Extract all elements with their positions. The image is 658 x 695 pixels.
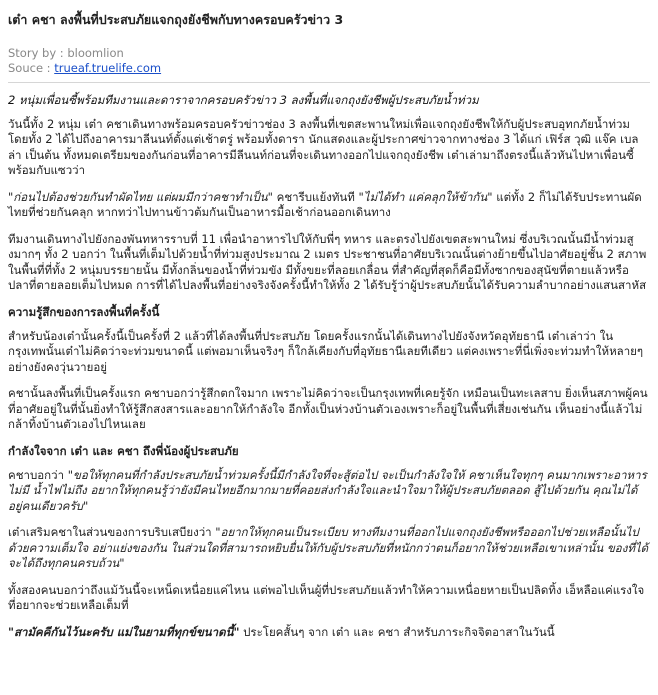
paragraph-6-intro: คชาบอกว่า <box>8 467 68 482</box>
source-line <box>8 61 650 76</box>
paragraph-2 <box>8 190 650 221</box>
article-title: เต๋า คชา ลงพื้นที่ประสบภัยแจกถุงยังชีพกับทางครอบครัวข่าว 3 <box>8 12 344 27</box>
paragraph-2-end: แต่ทั้ง 2 ก็ไม่ได้รับประทานผัดไทยที่ช่วยกันคลุก หากทว่าไปทานข้าวต้มกันเป็นอาหารมื้อเช้าก่อนออกเดินทาง <box>8 189 642 219</box>
divider <box>8 82 650 83</box>
quote-tao-support: "อยากให้ทุกคนเป็นระเบียบ ทางทีมงานที่ออกไปแจกถุงยังชีพหรือออกไปช่วยเหลือนั้นไปด้วยความเต็มใจ อย่าแย่งของกัน ในส่วนใดที่สามารถหยิบยื่นให้กับผู้ประสบภัยที่หนักกว่าตนก็อยากให้ช่วยเหลือเขาเหล่านั้น ของที่ได้จะได้ถึงทุกคนครบถ้วน" <box>8 525 649 570</box>
paragraph-7 <box>8 525 650 572</box>
paragraph-8: ทั้งสองคนบอกว่าถึงแม้วันนี้จะเหน็ดเหนื่อยแค่ไหน แต่พอไปเห็นผู้ที่ประสบภัยแล้วทำให้ความเหนื่อยหายเป็นปลิดทิ้ง เอ็หลือแค่แรงใจที่อยากจะช่วยเหลือเต็มที่ <box>8 582 645 612</box>
quote-unity: "สามัคคีกันไว้นะครับ แม่ในยามที่ทุกข์ขนาดนี้" <box>8 624 240 639</box>
story-by-label: Story by : <box>8 46 68 60</box>
quote-tao-padthai: "ก่อนไปต้องช่วยกันทำผัดไทย แต่ผมมีกว่าคชาทำเป็น" <box>8 189 273 204</box>
source-label: Souce : <box>8 61 55 75</box>
story-by-line <box>8 46 650 61</box>
heading-support: กำลังใจจาก เต๋า และ คชา ถึงพี่น้องผู้ประสบภัย <box>8 443 239 458</box>
paragraph-5: คชานั้นลงพื้นที่เป็นครั้งแรก คชาบอกว่ารู้สึกตกใจมาก เพราะไม่คิดว่าจะเป็นกรุงเทพที่เคยรู้จัก เหมือนเป็นทะเลสาบ ยิ่งเห็นสภาพผู้คนที่อาศัยอยู่ในที่นั้นยิ่งทำให้รู้สึกสงสารและอยากให้กำลังใจ อีกทั้งเป็นห่วงบ้านตัวเองเพราะก็อยู่ในพื้นที่เสี่ยงเช่นกัน เห็นอย่างนี้แล้วไม่กล้าทิ้งบ้านตัวเองไปไหนเลย <box>8 386 648 431</box>
source-link[interactable]: trueaf.truelife.com <box>54 61 162 75</box>
article-lead: 2 หนุ่มเพื่อนซี้พร้อมทีมงานและดาราจากครอบครัวข่าว 3 ลงพื้นที่แจกถุงยังชีพผู้ประสบภัยน้ำท่วม <box>8 93 479 107</box>
paragraph-6 <box>8 468 650 515</box>
quote-kacha-reply: "ไม่ได้ทำ แค่คลุกให้ข้ากัน" <box>358 189 493 204</box>
paragraph-9-end: ประโยคสั้นๆ จาก เต๋า และ คชา สำหรับภาระกิจจิตอาสาในวันนี้ <box>239 624 555 639</box>
story-by-author: bloomlion <box>67 46 124 60</box>
paragraph-2-mid: คชารีบแย้งทันที <box>272 189 359 204</box>
paragraph-9 <box>8 625 650 641</box>
heading-feelings: ความรู้สึกของการลงพื้นที่ครั้งนี้ <box>8 304 160 319</box>
paragraph-3: ทีมงานเดินทางไปยังกองพันทหารราบที่ 11 เพื่อนำอาหารไปให้กับพี่ๆ ทหาร และตรงไปยังเขตสะพานใหม่ ซึ่งบริเวณนั้นมีน้ำท่วมสูงมากๆ ทั้ง 2 บอกว่า ในพื้นที่เต็มไปด้วยน้ำที่ท่วมสูงประมาณ 2 เมตร ประชาชนที่อาศัยบริเวณนั้นต่างย้ายขึ้นไปอาศัยอยู่ชั้น 2 สภาพในพื้นที่ที่ทั้ง 2 หนุ่มบรรยายนั้น มีทั้งกลิ่นของน้ำที่ท่วมขัง มีทั้งขยะที่ลอยเกลื่อน ที่สำคัญที่สุดก็คือมีทั้งซากของสุนัขที่ตายแล้วหรือ ปลาที่ตายลอยเต็มไปหมด การที่ได้ไปลงพื้นที่อย่างจริงจังครั้งนี้ทำให้ทั้ง 2 ได้รับรู้ว่าผู้ประสบภัยนั้นได้รับความลำบากอย่างแสนสาหัส <box>8 231 647 292</box>
paragraph-7-intro: เต๋าเสริมคชาในส่วนของการบริบเสบียงว่า <box>8 525 216 539</box>
paragraph-1: วันนี้ทั้ง 2 หนุ่ม เต๋า คชาเดินทางพร้อมครอบครัวข่าวช่อง 3 ลงพื้นที่เขตสะพานใหม่เพื่อแจกถุงยังชีพให้กับผู้ประสบอุทกภัยน้ำท่วม โดยทั้ง 2 ได้ไปถึงอาคารมาลีนนท์ตั้งแต่เช้าตรู่ พร้อมทั้งดารา นักแสดงและผู้ประกาศข่าวจากทางช่อง 3 ได้แก่ เฟิร์ส วุฒิ แจ๊ค เบลล่า เป็นต้น ทั้งหมดเตรียมของกันก่อนที่อาคารมีลีนนท์ก่อนที่จะเดินทางออกไปแจกถุงยังชีพ เต๋าเล่ามาถึงตรงนี้แล้วหันไปหาเพื่อนซี้พร้อมกับแซวว่า <box>8 116 639 177</box>
quote-kacha-support: "ขอให้ทุกคนที่กำลังประสบภัยน้ำท่วมครั้งนี้มีกำลังใจที่จะสู้ต่อไป จะเป็นกำลังใจให้ คชาเห็นใจทุกๆ คนมากเพราะอาหารไม่มี น้ำไฟไม่ถึง อยากให้ทุกคนรู้ว่ายังมีคนไทยอีกมากมายที่คอยส่งกำลังใจและนำใจมาให้ผู้ประสบภัยตลอด สู้ไปด้วยกัน คุณไม่ได้อยู่คนเดียวครับ" <box>8 467 647 513</box>
paragraph-4: สำหรับน้องเต๋านั้นครั้งนี้เป็นครั้งที่ 2 แล้วที่ได้ลงพื้นที่ประสบภัย โดยครั้งแรกนั้นได้เดินทางไปยังจังหวัดอุทัยธานี เต๋าเล่าว่า ในกรุงเทพนั้นเต๋าไม่คิดว่าจะท่วมขนาดนี้ แต่พอมาเห็นจริงๆ ก็ใกล้เคียงกับที่อุทัยธานีเลยทีเดียว แต่คงเพราะที่นี่เพิ่งจะท่วมทำให้หลายๆ อย่างยังคงวุ่นวายอยู่ <box>8 328 644 374</box>
